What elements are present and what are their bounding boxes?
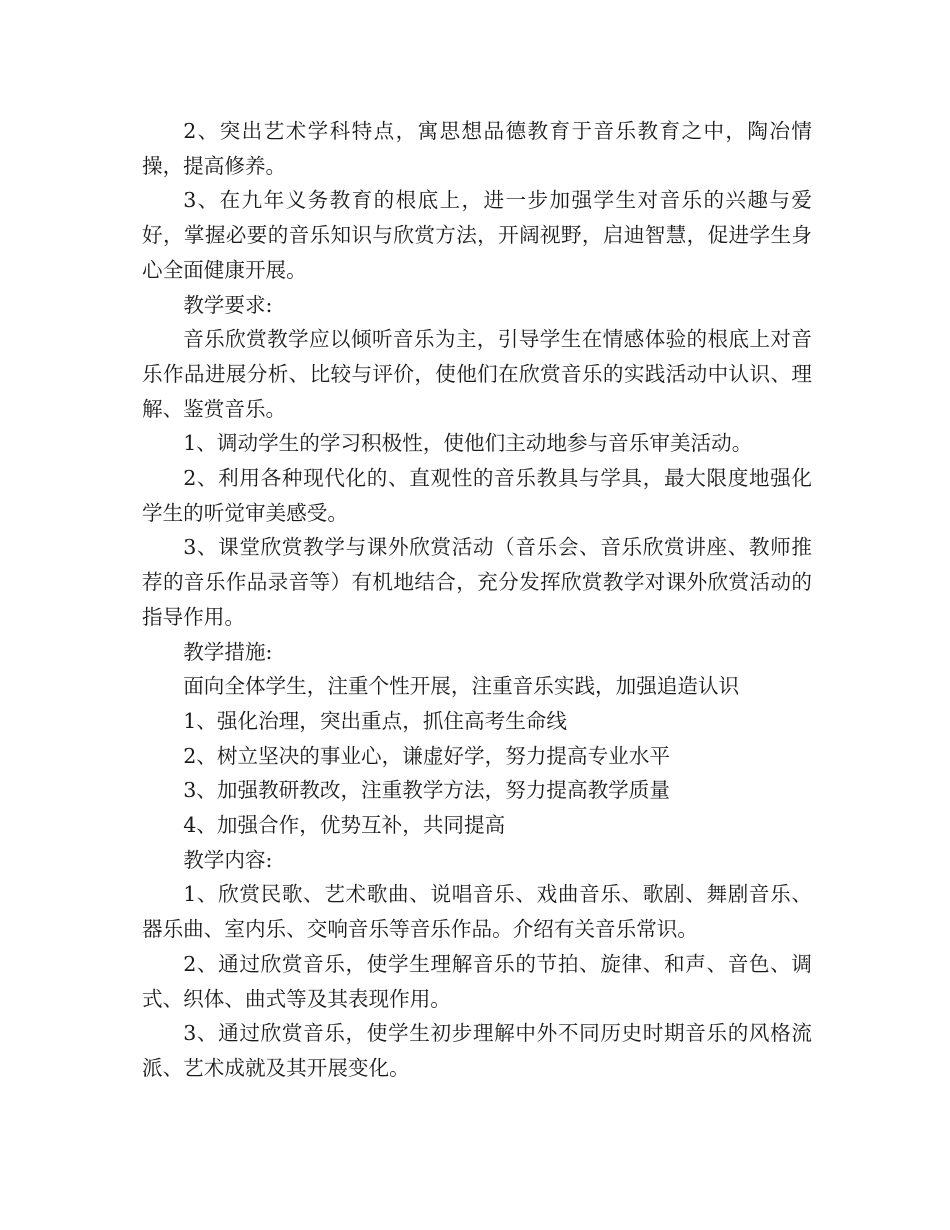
paragraph-content-3: 3、通过欣赏音乐，使学生初步理解中外不同历史时期音乐的风格流派、艺术成就及其开展变化。 [142, 1021, 812, 1080]
paragraph-content-2: 2、通过欣赏音乐，使学生理解音乐的节拍、旋律、和声、音色、调式、织体、曲式等及其表现作用。 [142, 951, 812, 1011]
paragraph-measure-3: 3、加强教研教改，注重教学方法，努力提高教学质量 [183, 778, 670, 803]
paragraph-measures-intro: 面向全体学生，注重个性开展，注重音乐实践，加强追造认识 [183, 674, 740, 699]
paragraph-goal-3: 3、在九年义务教育的根底上，进一步加强学生对音乐的兴趣与爱好，掌握必要的音乐知识与欣赏方法，开阔视野，启迪智慧，促进学生身心全面健康开展。 [142, 188, 812, 282]
paragraph-requirement-3: 3、课堂欣赏教学与课外欣赏活动（音乐会、音乐欣赏讲座、教师推荐的音乐作品录音等）有机地结合，充分发挥欣赏教学对课外欣赏活动的指导作用。 [142, 535, 812, 629]
paragraph-requirement-2: 2、利用各种现代化的、直观性的音乐教具与学具，最大限度地强化学生的听觉审美感受。 [142, 466, 812, 525]
heading-teaching-requirements: 教学要求: [183, 292, 273, 317]
paragraph-measure-2: 2、树立坚决的事业心，谦虚好学，努力提高专业水平 [183, 743, 670, 768]
paragraph-content-1: 1、欣赏民歌、艺术歌曲、说唱音乐、戏曲音乐、歌剧、舞剧音乐、器乐曲、室内乐、交响音乐等音乐作品。介绍有关音乐常识。 [142, 882, 812, 942]
paragraph-measure-4: 4、加强合作，优势互补，共同提高 [183, 813, 506, 838]
paragraph-measure-1: 1、强化治理，突出重点，抓住高考生命线 [183, 708, 567, 733]
heading-teaching-content: 教学内容: [183, 847, 273, 872]
paragraph-goal-2: 2、突出艺术学科特点，寓思想品德教育于音乐教育之中，陶冶情操，提高修养。 [142, 119, 812, 178]
paragraph-requirement-1: 1、调动学生的学习积极性，使他们主动地参与音乐审美活动。 [183, 431, 753, 456]
paragraph-requirements-intro: 音乐欣赏教学应以倾听音乐为主，引导学生在情感体验的根底上对音乐作品进展分析、比较与评价，使他们在欣赏音乐的实践活动中认识、理解、鉴赏音乐。 [142, 327, 812, 421]
heading-teaching-measures: 教学措施: [183, 639, 273, 664]
document-body [142, 114, 812, 1086]
